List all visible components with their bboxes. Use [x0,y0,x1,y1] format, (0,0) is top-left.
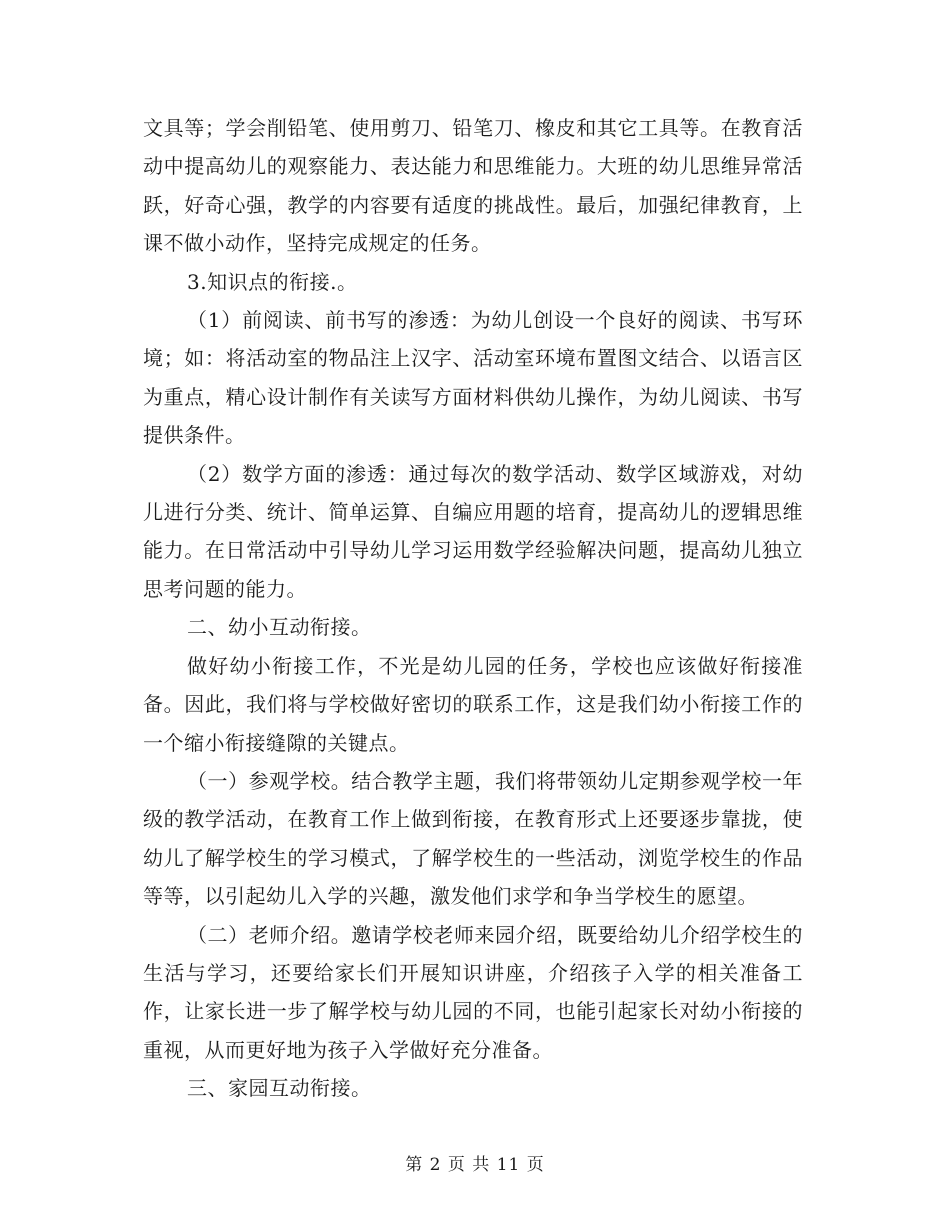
section-heading-school-link: 二、幼小互动衔接。 [187,615,372,640]
paragraph-knowledge-heading: 3.知识点的衔接.。 [187,269,358,294]
paragraph-teacher-intro: （二）老师介绍。邀请学校老师来园介绍，既要给幼儿介绍学校生的生活与学习，还要给家长们开展知识讲座，介绍孩子入学的相关准备工作，让家长进一步了解学校与幼儿园的不同，也能引起家长对幼小衔接的重视，从而更好地为孩子入学做好充分准备。 [143,922,803,1062]
section-heading-home-link: 三、家园互动衔接。 [187,1076,372,1101]
paragraph-reading-writing: （1）前阅读、前书写的渗透：为幼儿创设一个良好的阅读、书写环境；如：将活动室的物品注上汉字、活动室环境布置图文结合、以语言区为重点，精心设计制作有关读写方面材料供幼儿操作，为幼儿阅读、书写提供条件。 [143,308,803,448]
page-body [143,109,803,1108]
page-number-footer: 第 2 页 共 11 页 [405,1155,545,1175]
paragraph-math: （2）数学方面的渗透：通过每次的数学活动、数学区域游戏，对幼儿进行分类、统计、简单运算、自编应用题的培育，提高幼儿的逻辑思维能力。在日常活动中引导幼儿学习运用数学经验解决问题，提高幼儿独立思考问题的能力。 [143,461,803,601]
paragraph-continuation: 文具等；学会削铅笔、使用剪刀、铅笔刀、橡皮和其它工具等。在教育活动中提高幼儿的观察能力、表达能力和思维能力。大班的幼儿思维异常活跃，好奇心强，教学的内容要有适度的挑战性。最后，加强纪律教育，上课不做小动作，坚持完成规定的任务。 [143,116,803,256]
paragraph-school-link-intro: 做好幼小衔接工作，不光是幼儿园的任务，学校也应该做好衔接准备。因此，我们将与学校做好密切的联系工作，这是我们幼小衔接工作的一个缩小衔接缝隙的关键点。 [143,653,803,755]
paragraph-visit-school: （一）参观学校。结合教学主题，我们将带领幼儿定期参观学校一年级的教学活动，在教育工作上做到衔接，在教育形式上还要逐步靠拢，使幼儿了解学校生的学习模式，了解学校生的一些活动，浏览学校生的作品等等，以引起幼儿入学的兴趣，激发他们求学和争当学校生的愿望。 [143,768,803,909]
